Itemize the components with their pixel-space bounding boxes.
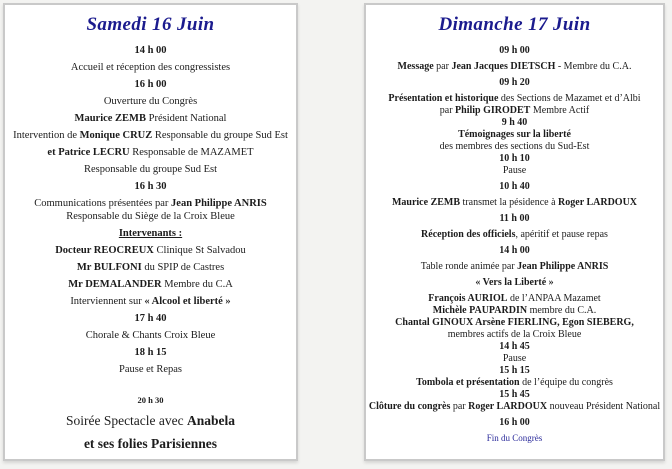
text-segment: 16 h 00 bbox=[134, 79, 167, 90]
text-segment: 14 h 45 bbox=[499, 341, 530, 352]
event-line bbox=[5, 279, 296, 291]
event-line bbox=[5, 330, 296, 342]
text-segment: Clôture du congrès bbox=[368, 401, 451, 412]
event-line bbox=[5, 211, 296, 223]
event-line bbox=[366, 93, 663, 104]
text-segment: Philip GIRODET bbox=[455, 105, 531, 116]
text-segment: 9 h 40 bbox=[501, 117, 528, 128]
text-segment: Roger LARDOUX bbox=[558, 197, 638, 208]
text-segment: Membre Actif bbox=[530, 105, 590, 116]
event-line bbox=[366, 129, 663, 140]
text-segment: 15 h 15 bbox=[499, 365, 530, 376]
text-segment: Présentation et historique bbox=[388, 93, 499, 104]
time-slot bbox=[5, 79, 296, 91]
text-segment: 11 h 00 bbox=[499, 213, 530, 224]
text-segment: Responsable du groupe Sud Est bbox=[84, 164, 217, 175]
text-segment: Docteur REOCREUX bbox=[55, 245, 154, 256]
event-line bbox=[5, 113, 296, 125]
event-line bbox=[5, 164, 296, 176]
time-slot bbox=[366, 389, 663, 400]
event-line bbox=[5, 413, 296, 429]
text-segment: des Sections de Mazamet et d’Albi bbox=[498, 93, 641, 104]
text-segment: Maurice ZEMB bbox=[74, 113, 146, 124]
text-segment: 09 h 20 bbox=[499, 77, 530, 88]
event-line bbox=[5, 245, 296, 257]
text-segment: par bbox=[439, 105, 456, 116]
event-line bbox=[366, 105, 663, 116]
event-line bbox=[366, 141, 663, 152]
schedule-lines bbox=[5, 45, 296, 452]
event-line bbox=[5, 62, 296, 74]
text-segment: 16 h 00 bbox=[499, 417, 530, 428]
event-line bbox=[5, 130, 296, 142]
time-slot bbox=[366, 181, 663, 192]
time-slot bbox=[5, 394, 296, 406]
event-line bbox=[366, 261, 663, 272]
time-slot bbox=[5, 181, 296, 193]
text-segment: Message bbox=[397, 61, 434, 72]
text-segment: membres actifs de la Croix Bleue bbox=[447, 329, 582, 340]
time-slot bbox=[366, 245, 663, 256]
text-segment: , apéritif et pause repas bbox=[515, 229, 608, 240]
text-segment: Intervenants : bbox=[118, 228, 183, 239]
text-segment: Tombola et présentation bbox=[416, 377, 520, 388]
text-segment: Pause bbox=[502, 165, 527, 176]
event-line bbox=[366, 329, 663, 340]
text-segment: Jean Philippe ANRIS bbox=[171, 198, 267, 209]
text-segment: François AURIOL bbox=[428, 293, 508, 304]
text-segment: Mr BULFONI bbox=[76, 262, 142, 273]
time-slot bbox=[366, 117, 663, 128]
page-title-saturday: Samedi 16 Juin bbox=[86, 14, 215, 35]
event-line bbox=[366, 293, 663, 304]
text-segment: Table ronde animée par bbox=[420, 261, 518, 272]
text-segment: Réception des officiels bbox=[421, 229, 516, 240]
text-segment: Interviennent sur bbox=[70, 296, 145, 307]
time-slot bbox=[366, 77, 663, 88]
text-segment: - Membre du C.A. bbox=[555, 61, 632, 72]
page-title-sunday: Dimanche 17 Juin bbox=[438, 14, 591, 35]
text-segment: Monique CRUZ bbox=[79, 130, 153, 141]
text-segment: des membres des sections du Sud-Est bbox=[439, 141, 590, 152]
text-segment: 20 h 30 bbox=[137, 395, 164, 405]
text-segment: Pause et Repas bbox=[119, 364, 182, 375]
text-segment: 14 h 00 bbox=[134, 45, 167, 56]
event-line bbox=[366, 353, 663, 364]
time-slot bbox=[366, 153, 663, 164]
event-line bbox=[366, 377, 663, 388]
event-line bbox=[5, 364, 296, 376]
time-slot bbox=[366, 417, 663, 428]
text-segment: 10 h 40 bbox=[499, 181, 530, 192]
text-segment: Responsable de MAZAMET bbox=[129, 147, 254, 158]
event-line bbox=[5, 96, 296, 108]
text-segment: Jean Philippe ANRIS bbox=[517, 261, 609, 272]
text-segment: 15 h 45 bbox=[499, 389, 530, 400]
text-segment: Ouverture du Congrès bbox=[103, 96, 198, 107]
time-slot bbox=[366, 365, 663, 376]
text-segment: Président National bbox=[145, 113, 227, 124]
event-line bbox=[366, 61, 663, 72]
text-segment: Pause bbox=[502, 353, 527, 364]
text-segment: Maurice ZEMB bbox=[391, 197, 461, 208]
text-segment: 09 h 00 bbox=[499, 45, 530, 56]
text-segment: 18 h 15 bbox=[134, 347, 167, 358]
text-segment: Fin du Congrès bbox=[486, 433, 543, 443]
event-line bbox=[366, 165, 663, 176]
text-segment: Chantal GINOUX Arsène FIERLING, Egon SIEBERG, bbox=[395, 317, 634, 328]
text-segment: 17 h 40 bbox=[134, 313, 167, 324]
text-segment: et ses folies Parisiennes bbox=[83, 436, 218, 451]
text-segment: Anabela bbox=[187, 413, 236, 428]
event-line bbox=[5, 262, 296, 274]
event-line bbox=[5, 436, 296, 452]
text-segment: « Vers la Liberté » bbox=[475, 277, 554, 288]
event-line bbox=[5, 296, 296, 308]
text-segment: 16 h 30 bbox=[134, 181, 167, 192]
text-segment: Soirée Spectacle avec bbox=[65, 413, 188, 428]
text-segment: Mr DEMALANDER bbox=[68, 279, 162, 290]
text-segment: Accueil et réception des congressistes bbox=[70, 62, 231, 73]
event-line bbox=[366, 401, 663, 412]
event-line bbox=[5, 198, 296, 210]
text-segment: Jean Jacques DIETSCH bbox=[451, 61, 556, 72]
text-segment: nouveau Président National bbox=[547, 401, 661, 412]
time-slot bbox=[5, 45, 296, 57]
text-segment: Clinique St Salvadou bbox=[153, 245, 246, 256]
text-segment: du SPIP de Castres bbox=[141, 262, 225, 273]
event-line bbox=[5, 147, 296, 159]
text-segment: et Patrice LECRU bbox=[47, 147, 130, 158]
text-segment: de l’équipe du congrès bbox=[519, 377, 613, 388]
text-segment: Témoignages sur la liberté bbox=[458, 129, 571, 140]
text-segment: Chorale & Chants Croix Bleue bbox=[85, 330, 216, 341]
text-segment: Michèle PAUPARDIN bbox=[432, 305, 528, 316]
time-slot bbox=[366, 341, 663, 352]
sunday-program-page bbox=[364, 3, 665, 461]
section-heading bbox=[5, 228, 296, 240]
text-segment: Intervention de bbox=[13, 130, 80, 141]
text-segment: membre du C.A. bbox=[527, 305, 597, 316]
event-line bbox=[366, 317, 663, 328]
footer-note bbox=[366, 433, 663, 444]
text-segment: Communications présentées par bbox=[34, 198, 172, 209]
time-slot bbox=[366, 213, 663, 224]
event-line bbox=[366, 229, 663, 240]
time-slot bbox=[5, 313, 296, 325]
text-segment: Responsable du groupe Sud Est bbox=[152, 130, 288, 141]
event-line bbox=[366, 305, 663, 316]
time-slot bbox=[5, 347, 296, 359]
event-line bbox=[366, 277, 663, 288]
text-segment: Membre du C.A bbox=[161, 279, 233, 290]
event-line bbox=[366, 197, 663, 208]
text-segment: par bbox=[450, 401, 469, 412]
text-segment: 10 h 10 bbox=[499, 153, 530, 164]
text-segment: transmet la pésidence à bbox=[460, 197, 559, 208]
text-segment: de l’ANPAA Mazamet bbox=[507, 293, 601, 304]
text-segment: 14 h 00 bbox=[499, 245, 530, 256]
schedule-lines bbox=[366, 45, 663, 444]
text-segment: Responsable du Siège de la Croix Bleue bbox=[66, 211, 235, 222]
text-segment: par bbox=[433, 61, 452, 72]
time-slot bbox=[366, 45, 663, 56]
saturday-program-page bbox=[3, 3, 298, 461]
text-segment: « Alcool et liberté » bbox=[144, 296, 231, 307]
text-segment: Roger LARDOUX bbox=[468, 401, 548, 412]
